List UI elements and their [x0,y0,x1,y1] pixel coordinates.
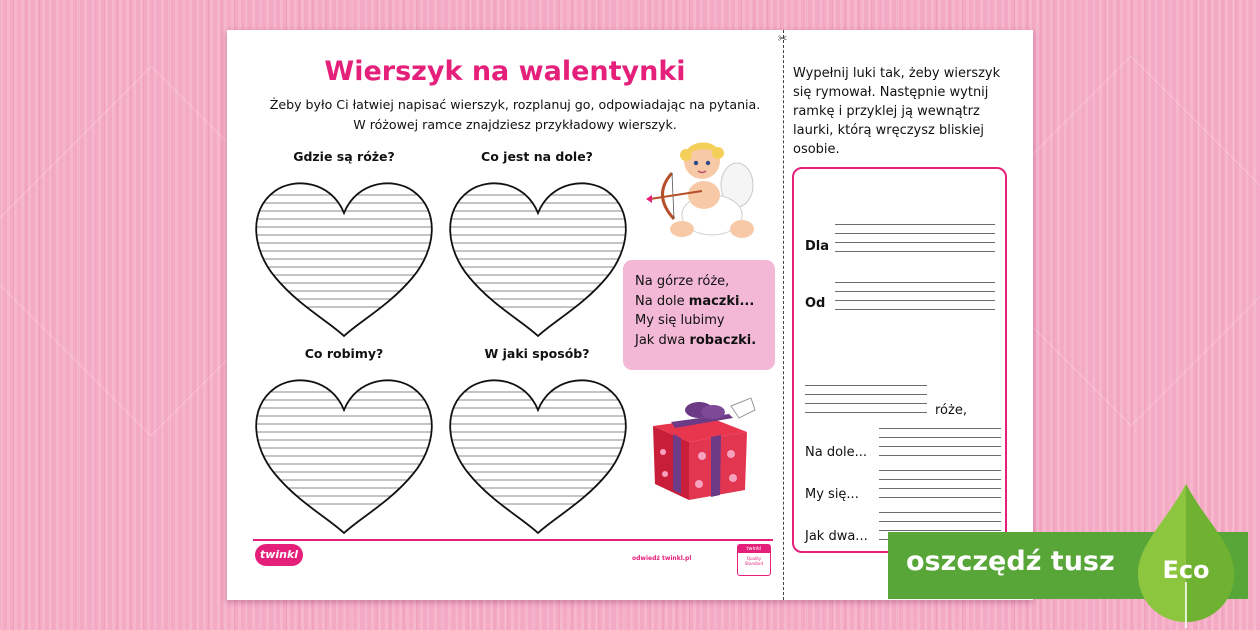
heart-writing-area-2[interactable] [447,173,629,338]
writing-line[interactable] [879,488,1001,489]
poem-text: Na dole [635,293,689,309]
writing-line[interactable] [835,282,995,283]
writing-line[interactable] [879,455,1001,456]
card-label-roze: róże, [935,403,967,418]
question-2: Co jest na dole? [481,149,593,164]
badge-label: twinkl [738,545,770,553]
card-label-od: Od [805,296,826,311]
writing-line[interactable] [805,385,927,386]
writing-line[interactable] [835,291,995,292]
cutout-card [792,167,1007,553]
writing-line[interactable] [805,394,927,395]
writing-line[interactable] [879,470,1001,471]
writing-line[interactable] [879,512,1001,513]
card-label-jak-dwa: Jak dwa... [805,529,868,544]
writing-line[interactable] [879,428,1001,429]
example-poem-box [623,260,775,370]
intro-line: W różowej ramce znajdziesz przykładowy wierszyk. [353,117,677,132]
cut-line [783,30,784,600]
writing-line[interactable] [835,300,995,301]
card-label-my-sie: My się... [805,487,859,502]
writing-line[interactable] [879,437,1001,438]
writing-line[interactable] [835,242,995,243]
writing-line[interactable] [879,446,1001,447]
worksheet-title: Wierszyk na walentynki [324,56,686,87]
eco-badge-text: Eco [1162,556,1210,584]
poem-rhyme-word: maczki... [688,293,755,309]
poem-line [635,331,765,351]
card-label-na-dole: Na dole... [805,445,868,460]
poem-line [635,292,765,312]
footer-line [253,539,773,541]
quality-badge [737,544,771,576]
scissors-icon: ✂ [778,32,788,45]
leaf-icon [1134,482,1238,628]
poem-line: My się lubimy [635,313,725,328]
question-4: W jaki sposób? [484,346,590,361]
card-label-dla: Dla [805,239,830,254]
writing-line[interactable] [879,497,1001,498]
poem-rhyme-word: robaczki. [689,332,757,348]
twinkl-logo: twinkl [255,544,303,566]
writing-line[interactable] [835,233,995,234]
heart-writing-area-1[interactable] [253,173,435,338]
writing-line[interactable] [805,412,927,413]
writing-line[interactable] [879,479,1001,480]
worksheet [227,30,1033,600]
intro-text [247,95,783,135]
cupid-illustration [642,133,772,245]
writing-line[interactable] [805,403,927,404]
footer-url[interactable]: odwiedź twinkl.pl [632,555,692,562]
intro-line: Żeby było Ci łatwiej napisać wierszyk, rozplanuj go, odpowiadając na pytania. [269,97,761,112]
poem-text: Jak dwa [635,332,690,348]
writing-line[interactable] [879,530,1001,531]
writing-line[interactable] [879,521,1001,522]
gift-box-illustration [647,396,759,506]
writing-line[interactable] [835,224,995,225]
eco-banner-label: oszczędź tusz [906,546,1115,577]
writing-line[interactable] [835,251,995,252]
heart-writing-area-4[interactable] [447,370,629,535]
question-1: Gdzie są róże? [293,149,395,164]
badge-caption: Quality Standard [744,556,764,566]
heart-writing-area-3[interactable] [253,370,435,535]
instructions-text: Wypełnij luki tak, żeby wierszyk się rymował. Następnie wytnij ramkę i przyklej ją wewnątrz laurki, którą wręczysz bliskiej osobie. [793,66,1001,157]
question-3: Co robimy? [304,346,384,361]
writing-line[interactable] [835,309,995,310]
poem-line: Na górze róże, [635,274,730,289]
